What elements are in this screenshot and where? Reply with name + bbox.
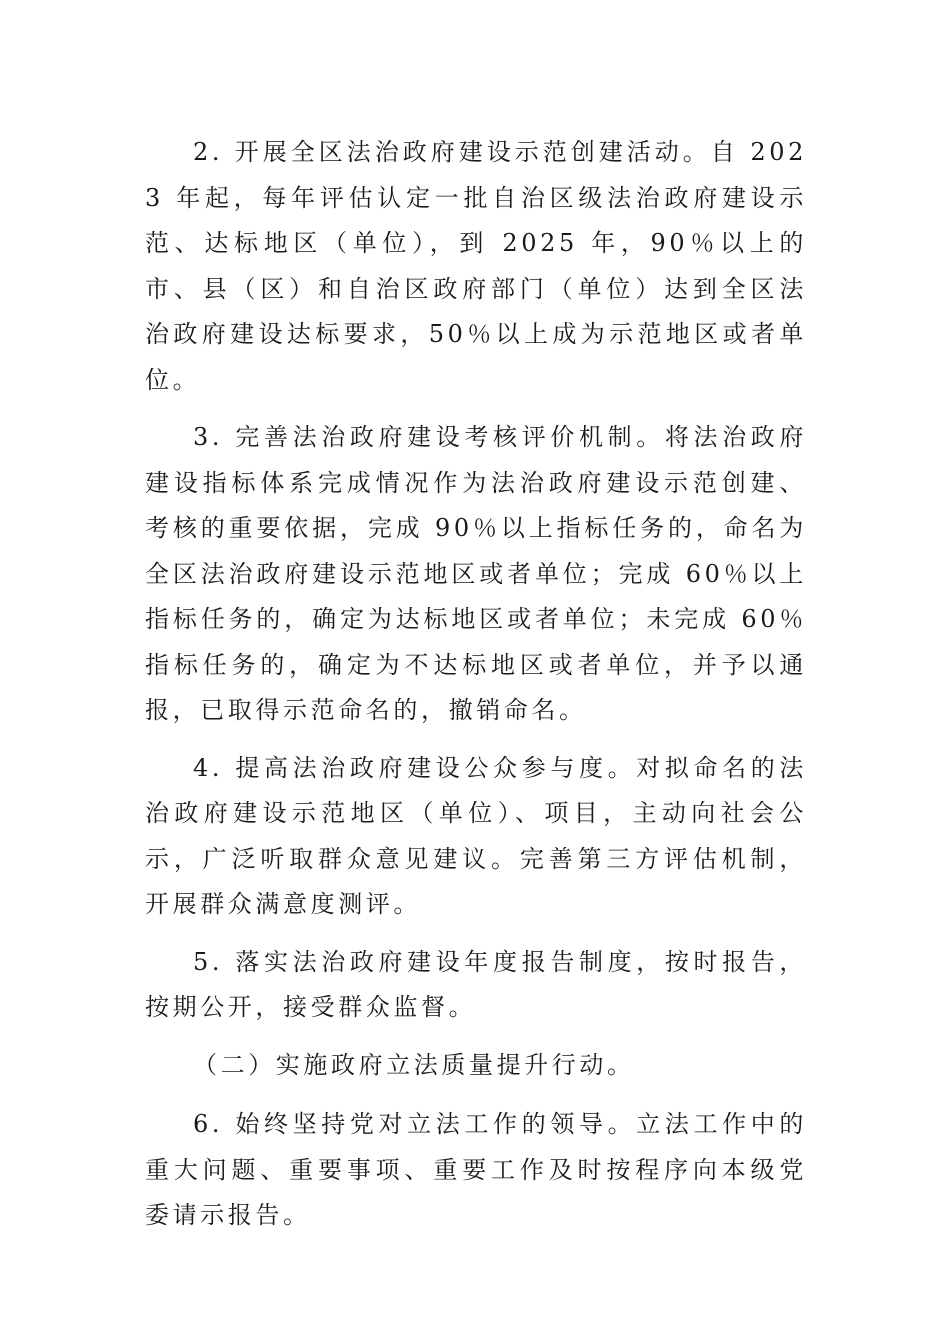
section-heading: （二）实施政府立法质量提升行动。 (193, 1050, 635, 1079)
document-body (145, 130, 807, 1251)
paragraph-item-2: 2. 开展全区法治政府建设示范创建活动。自 2023 年起，每年评估认定一批自治区级法治政府建设示范、达标地区（单位），到 2025 年，90％以上的市、县（区）和自治区政府部门（单位）达到全区法治政府建设达标要求，50％以上成为示范地区或者单位。 (145, 138, 807, 394)
paragraph-item-3: 3. 完善法治政府建设考核评价机制。将法治政府建设指标体系完成情况作为法治政府建设示范创建、考核的重要依据，完成 90％以上指标任务的，命名为全区法治政府建设示范地区或者单位；完成 60％以上指标任务的，确定为达标地区或者单位；未完成 60％指标任务的，确定为不达标地区或者单位，并予以通报，已取得示范命名的，撤销命名。 (145, 423, 807, 724)
paragraph-item-6: 6. 始终坚持党对立法工作的领导。立法工作中的重大问题、重要事项、重要工作及时按程序向本级党委请示报告。 (145, 1110, 807, 1229)
paragraph-item-5: 5. 落实法治政府建设年度报告制度，按时报告，按期公开，接受群众监督。 (145, 947, 807, 1021)
paragraph-item-4: 4. 提高法治政府建设公众参与度。对拟命名的法治政府建设示范地区（单位）、项目，主动向社会公示，广泛听取群众意见建议。完善第三方评估机制，开展群众满意度测评。 (145, 753, 807, 918)
